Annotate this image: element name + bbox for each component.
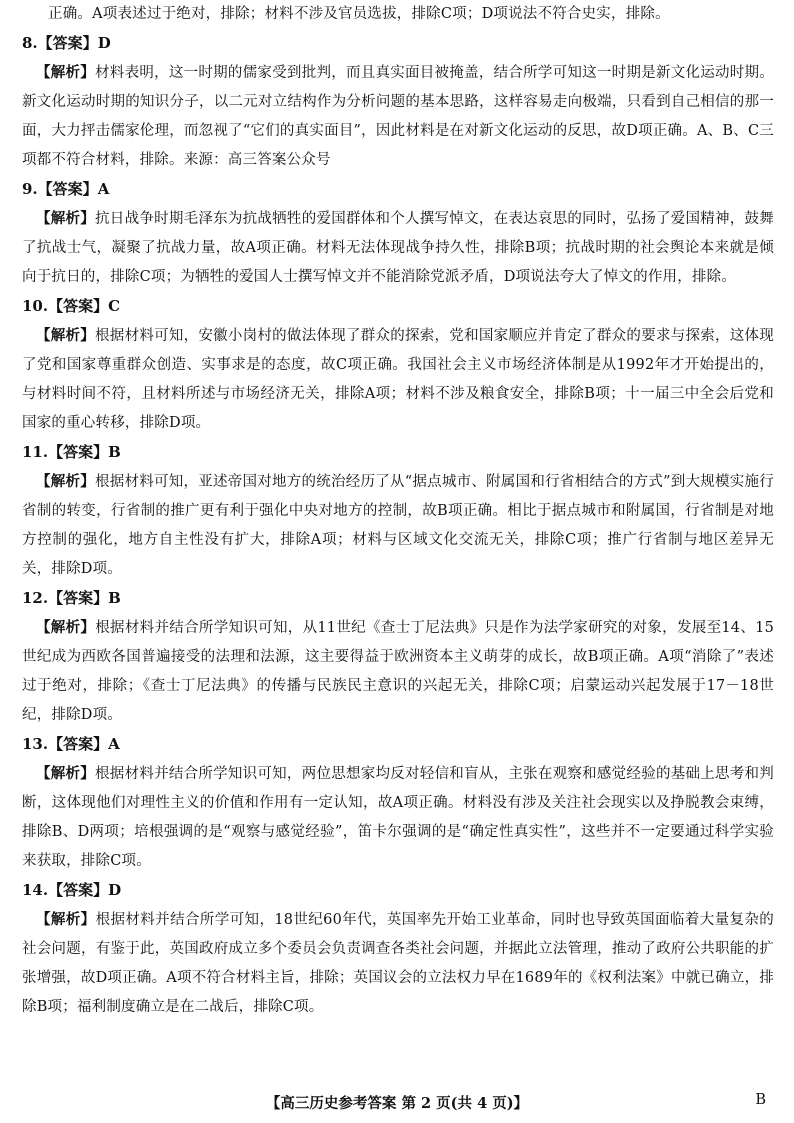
answer-line (22, 292, 774, 321)
analysis-tag: 【解析】 (36, 64, 96, 81)
answer-tag: 【答案】 (48, 443, 109, 461)
answer-line (22, 175, 774, 204)
answer-tag: 【答案】 (48, 735, 109, 753)
answer-tag: 【答案】 (48, 881, 109, 899)
answer-page (22, 0, 774, 1022)
question-9 (22, 175, 774, 292)
analysis-text: 根据材料可知，安徽小岗村的做法体现了群众的探索，党和国家顺应并肯定了群众的要求与探索，这体现了党和国家尊重群众创造、实事求是的态度，故C项正确。我国社会主义市场经济体制是从1992年才开始提出的，与材料时间不符，且材料所述与市场经济无关，排除A项；材料不涉及粮食安全，排除B项；十一届三中全会后党和国家的重心转移，排除D项。 (22, 328, 774, 431)
analysis-text: 抗日战争时期毛泽东为抗战牺牲的爱国群体和个人撰写悼文，在表达哀思的同时，弘扬了爱国精神，鼓舞了抗战士气，凝聚了抗战力量，故A项正确。材料无法体现战争持久性，排除B项；抗战时期的社会舆论本来就是倾向于抗日的，排除C项；为牺牲的爱国人士撰写悼文并不能消除党派矛盾，D项说法夸大了悼文的作用，排除。 (22, 211, 774, 285)
analysis-tag: 【解析】 (36, 327, 96, 344)
analysis-paragraph (22, 204, 774, 292)
question-number: 10. (22, 297, 49, 315)
question-8 (22, 29, 774, 175)
answer-line (22, 730, 774, 759)
analysis-paragraph (22, 905, 774, 1022)
analysis-tag: 【解析】 (36, 765, 96, 782)
answer-tag: 【答案】 (37, 34, 98, 52)
paper-version-mark: B (755, 1092, 766, 1108)
analysis-tag: 【解析】 (36, 619, 96, 636)
analysis-tag: 【解析】 (36, 911, 96, 928)
page-footer (0, 1090, 794, 1114)
question-12 (22, 584, 774, 730)
question-number: 13. (22, 735, 49, 753)
answer-line (22, 876, 774, 905)
answer-letter: A (97, 180, 110, 198)
question-14 (22, 876, 774, 1022)
analysis-paragraph (22, 321, 774, 438)
answer-line (22, 438, 774, 467)
analysis-paragraph (22, 759, 774, 876)
analysis-tag: 【解析】 (36, 210, 96, 227)
analysis-text: 根据材料可知，亚述帝国对地方的统治经历了从“据点城市、附属国和行省相结合的方式”到大规模实施行省制的转变，行省制的推广更有利于强化中央对地方的控制，故B项正确。相比于据点城市和附属国，行省制是对地方控制的强化，地方自主性没有扩大，排除A项；材料与区域文化交流无关，排除C项；推广行省制与地区差异无关，排除D项。 (22, 474, 774, 577)
analysis-text: 材料表明，这一时期的儒家受到批判，而且真实面目被掩盖，结合所学可知这一时期是新文化运动时期。新文化运动时期的知识分子，以二元对立结构作为分析问题的基本思路，这样容易走向极端，只看到自己相信的那一面，大力抨击儒家伦理，而忽视了“它们的真实面目”，因此材料是在对新文化运动的反思，故D项正确。A、B、C三项都不符合材料，排除。来源：高三答案公众号 (22, 65, 774, 168)
analysis-text: 根据材料并结合所学知识可知，两位思想家均反对轻信和盲从，主张在观察和感觉经验的基础上思考和判断，这体现他们对理性主义的价值和作用有一定认知，故A项正确。材料没有涉及关注社会现实以及挣脱教会束缚，排除B、D两项；培根强调的是“观察与感觉经验”，笛卡尔强调的是“确定性真实性”，这些并不一定要通过科学实验来获取，排除C项。 (22, 766, 774, 869)
question-number: 12. (22, 589, 49, 607)
question-number: 11. (22, 443, 49, 461)
question-13 (22, 730, 774, 876)
question-10 (22, 292, 774, 438)
analysis-paragraph (22, 613, 774, 730)
answer-line (22, 29, 774, 58)
question-number: 9. (22, 180, 38, 198)
answer-tag: 【答案】 (48, 297, 109, 315)
answer-letter: D (97, 34, 111, 52)
footer-title: 【高三历史参考答案 第 2 页(共 4 页)】 (265, 1095, 529, 1112)
analysis-tag: 【解析】 (36, 473, 95, 490)
analysis-paragraph (22, 467, 774, 584)
answer-tag: 【答案】 (48, 589, 109, 607)
question-number: 8. (22, 34, 38, 52)
analysis-text: 根据材料并结合所学可知，18世纪60年代，英国率先开始工业革命，同时也导致英国面临着大量复杂的社会问题，有鉴于此，英国政府成立多个委员会负责调查各类社会问题，并据此立法管理，推动了政府公共职能的扩张增强，故D项正确。A项不符合材料主旨，排除；英国议会的立法权力早在1689年的《权利法案》中就已确立，排除B项；福利制度确立是在二战后，排除C项。 (22, 912, 774, 1015)
analysis-paragraph (22, 58, 774, 175)
question-number: 14. (22, 881, 49, 899)
answer-letter: B (108, 589, 121, 607)
answer-tag: 【答案】 (37, 180, 98, 198)
analysis-text: 根据材料并结合所学知识可知，从11世纪《查士丁尼法典》只是作为法学家研究的对象，发展至14、15世纪成为西欧各国普遍接受的法理和法源，这主要得益于欧洲资本主义萌芽的成长，故B项正确。A项“消除了”表述过于绝对，排除；《查士丁尼法典》的传播与民族民主意识的兴起无关，排除C项；启蒙运动兴起发展于17－18世纪，排除D项。 (22, 620, 774, 723)
answer-letter: D (108, 881, 122, 899)
answer-line (22, 584, 774, 613)
answer-letter: B (108, 443, 121, 461)
answer-letter: A (108, 735, 120, 753)
answer-letter: C (108, 297, 121, 315)
question-11 (22, 438, 774, 584)
continued-analysis-text: 正确。A项表述过于绝对，排除；材料不涉及官员选拔，排除C项；D项说法不符合史实，排除。 (48, 6, 670, 22)
